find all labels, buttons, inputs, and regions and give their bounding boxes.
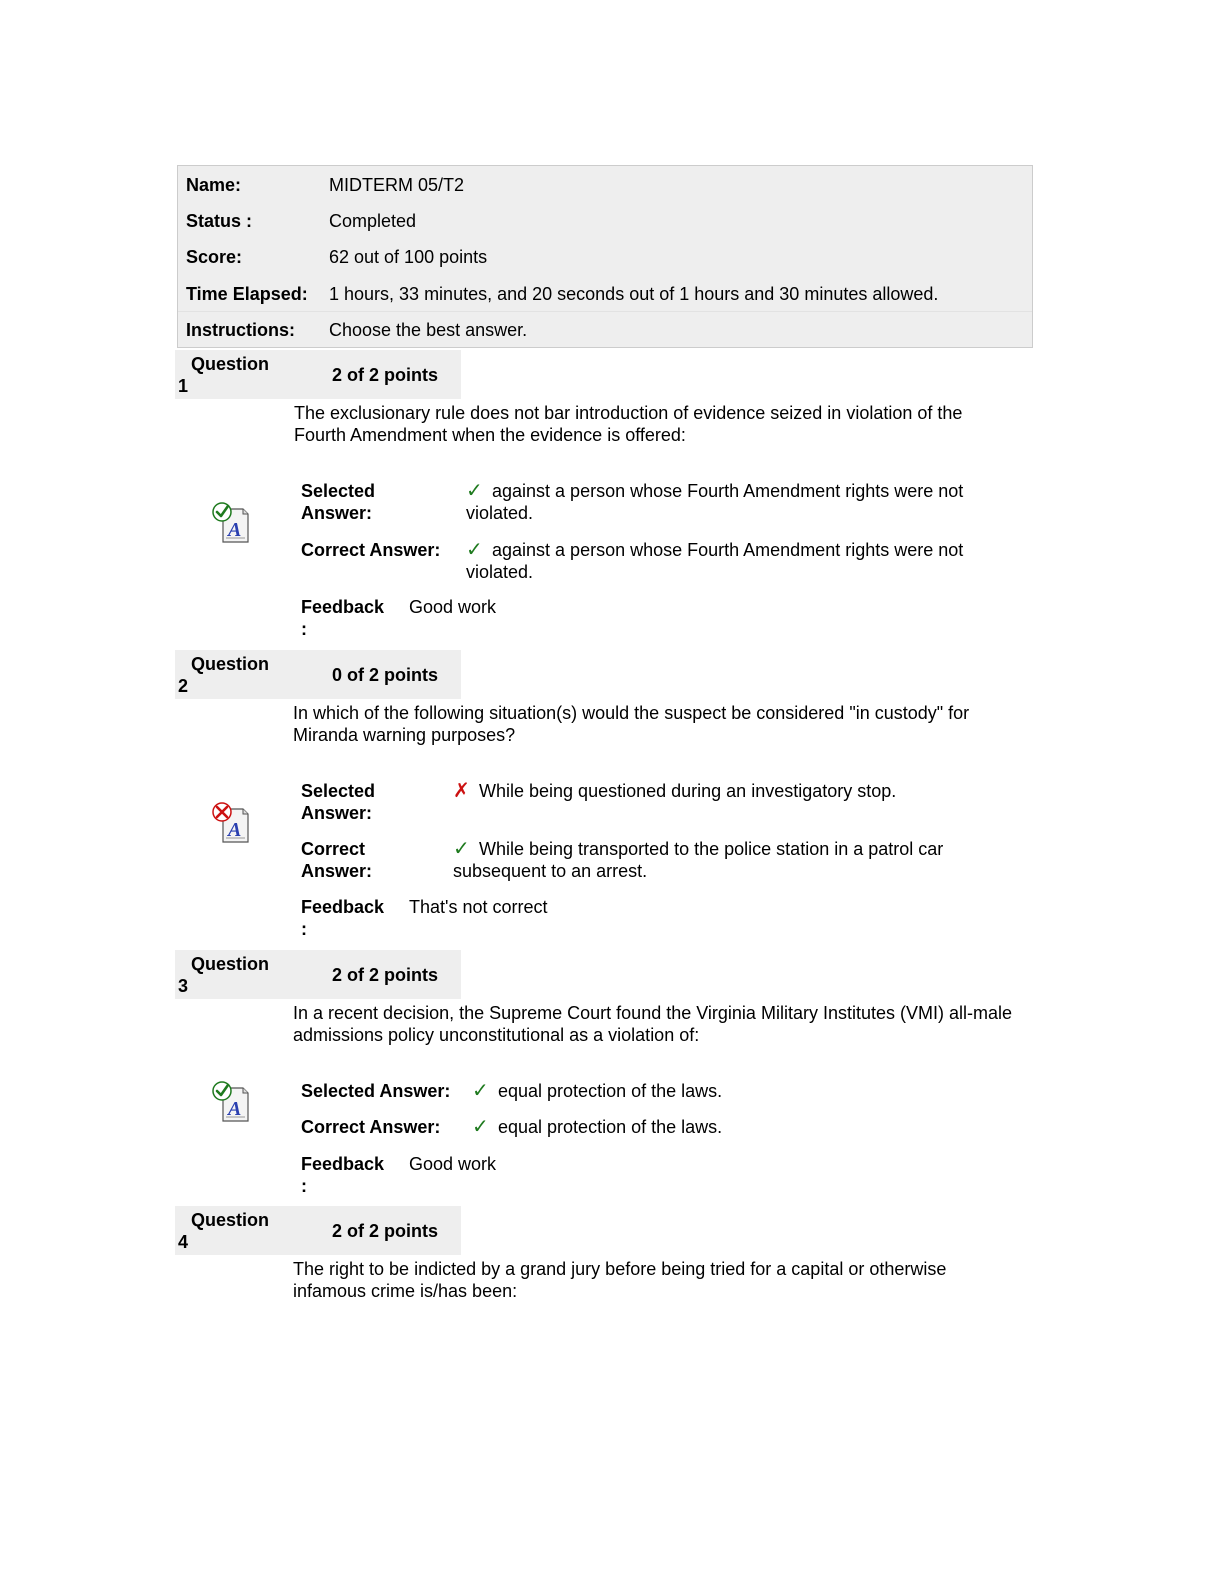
question-label: Question	[191, 654, 270, 674]
question-3-text: In a recent decision, the Supreme Court found the Virginia Military Institutes (VMI) all-male admissions policy unconstitutional as a violation of:	[293, 1003, 1012, 1045]
question-points: 2 of 2 points	[332, 1221, 439, 1241]
question-points: 0 of 2 points	[332, 665, 439, 685]
question-2-header	[175, 650, 461, 699]
selected-answer-label: Selected Answer:	[301, 1081, 451, 1101]
status-label: Status :	[186, 211, 253, 231]
score-label: Score:	[186, 247, 243, 267]
cross-icon: ✗	[453, 780, 470, 802]
correct-answer-label: Correct Answer:	[301, 540, 441, 560]
incorrect-answer-icon	[210, 800, 254, 844]
question-points: 2 of 2 points	[332, 965, 439, 985]
check-icon: ✓	[466, 539, 483, 561]
question-number: 4	[178, 1232, 189, 1252]
selected-answer: ✓ against a person whose Fourth Amendment rights were not violated.	[466, 480, 964, 523]
question-label: Question	[191, 954, 270, 974]
correct-answer: ✓ equal protection of the laws.	[472, 1116, 723, 1138]
name-value: MIDTERM 05/T2	[329, 175, 465, 195]
instructions-label: Instructions:	[186, 320, 296, 340]
summary-row-instructions	[178, 311, 1032, 348]
feedback-label: Feedback :	[301, 897, 385, 939]
correct-answer-icon	[210, 500, 254, 544]
time-elapsed-value: 1 hours, 33 minutes, and 20 seconds out of 1 hours and 30 minutes allowed.	[329, 284, 939, 304]
question-number: 3	[178, 976, 189, 996]
correct-answer: ✓ against a person whose Fourth Amendment rights were not violated.	[466, 539, 964, 582]
selected-answer: ✓ equal protection of the laws.	[472, 1080, 723, 1102]
feedback-text: Good work	[409, 597, 497, 617]
question-points: 2 of 2 points	[332, 365, 439, 385]
question-number: 2	[178, 676, 189, 696]
correct-answer-label: Correct Answer:	[301, 839, 373, 881]
question-label: Question	[191, 1210, 270, 1230]
question-4-text: The right to be indicted by a grand jury before being tried for a capital or otherwise infamous crime is/has been:	[293, 1259, 947, 1301]
question-label: Question	[191, 354, 270, 374]
question-3-header	[175, 950, 461, 999]
check-icon: ✓	[472, 1116, 489, 1138]
summary-row-score	[178, 238, 1032, 274]
question-1-text: The exclusionary rule does not bar introduction of evidence seized in violation of the Fourth Amendment when the evidence is offered:	[294, 403, 963, 445]
status-value: Completed	[329, 211, 417, 231]
time-elapsed-label: Time Elapsed:	[186, 284, 308, 304]
feedback-text: That's not correct	[409, 897, 548, 917]
summary-row-status	[178, 202, 1032, 238]
feedback-label: Feedback :	[301, 597, 385, 639]
attempt-summary	[177, 165, 1033, 348]
feedback-text: Good work	[409, 1154, 497, 1174]
check-icon: ✓	[466, 480, 483, 502]
feedback-label: Feedback :	[301, 1154, 385, 1196]
check-icon: ✓	[472, 1080, 489, 1102]
question-number: 1	[178, 376, 189, 396]
name-label: Name:	[186, 175, 242, 195]
summary-row-time	[178, 275, 1032, 311]
question-2-text: In which of the following situation(s) would the suspect be considered "in custody" for Miranda warning purposes?	[293, 703, 970, 745]
instructions-value: Choose the best answer.	[329, 320, 528, 340]
question-4-header	[175, 1206, 461, 1255]
selected-answer-label: Selected Answer:	[301, 781, 376, 823]
correct-answer-label: Correct Answer:	[301, 1117, 441, 1137]
selected-answer: ✗ While being questioned during an investigatory stop.	[453, 780, 897, 802]
score-value: 62 out of 100 points	[329, 247, 488, 267]
selected-answer-label: Selected Answer:	[301, 481, 376, 523]
question-1-header	[175, 350, 461, 399]
correct-answer: ✓ While being transported to the police station in a patrol car subsequent to an arrest.	[453, 838, 944, 881]
check-icon: ✓	[453, 838, 470, 860]
correct-answer-icon	[210, 1079, 254, 1123]
summary-row-name	[178, 166, 1032, 202]
